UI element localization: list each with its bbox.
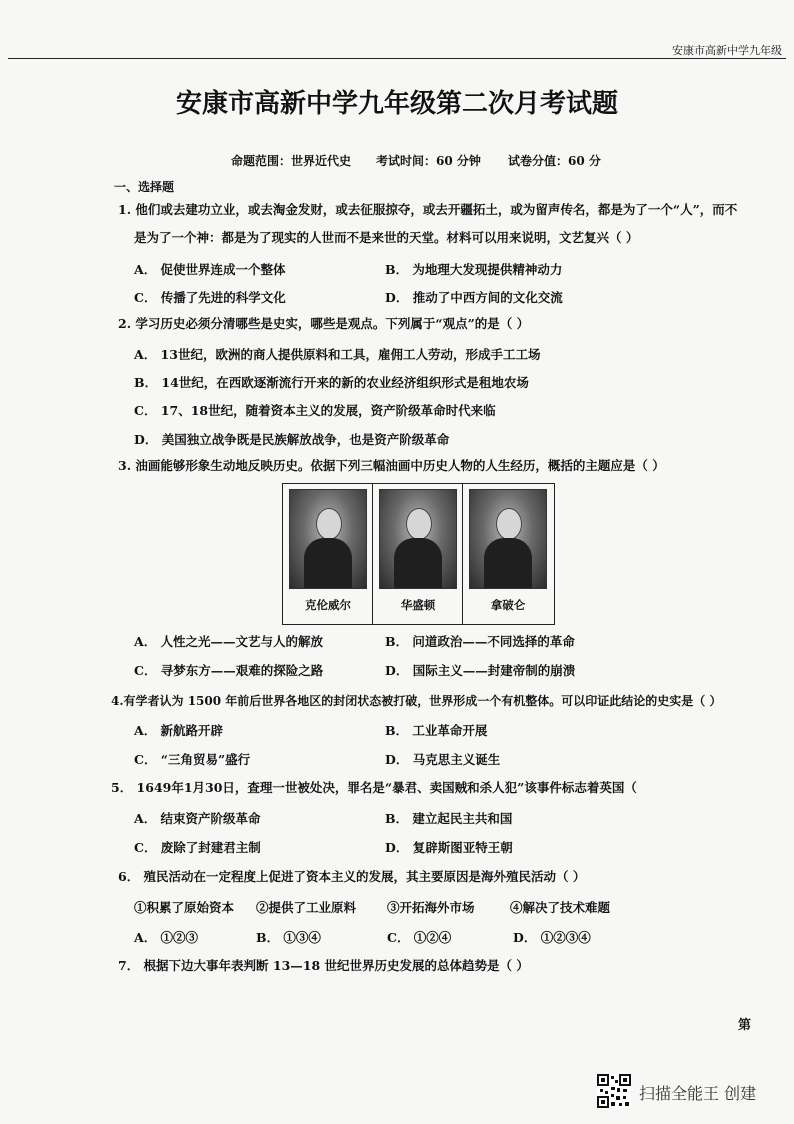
- painting-caption: 拿破仑: [490, 598, 526, 612]
- exam-time: 考试时间：60 分钟: [376, 154, 481, 168]
- q6-statement-1: ①积累了原始资本: [134, 900, 235, 915]
- q1-stem-line2: 是为了一个神：都是为了现实的人世而不是来世的天堂。材料可以用来说明，文艺复兴（ ）: [134, 230, 639, 245]
- q6-option-a[interactable]: A． ①②③: [134, 930, 199, 945]
- portrait-image: [289, 489, 367, 589]
- q1-option-c[interactable]: C． 传播了先进的科学文化: [134, 290, 286, 305]
- q5-option-b[interactable]: B． 建立起民主共和国: [385, 811, 513, 826]
- q1-stem-line1: 1. 他们或去建功立业，或去淘金发财，或去征服掠夺，或去开疆拓土，或为留声传名，都是为了一个“人”，而不: [118, 202, 738, 217]
- q5-option-d[interactable]: D． 复辟斯图亚特王朝: [385, 840, 513, 855]
- q4-stem: 4.有学者认为 1500 年前后世界各地区的封闭状态被打破，世界形成一个有机整体。可以印证此结论的史实是（ ）: [111, 694, 722, 708]
- q5-option-c[interactable]: C． 废除了封建君主制: [134, 840, 261, 855]
- q6-stem: 6． 殖民活动在一定程度上促进了资本主义的发展，其主要原因是海外殖民活动（ ）: [118, 869, 586, 884]
- q2-option-c[interactable]: C． 17、18世纪，随着资本主义的发展，资产阶级革命时代来临: [134, 403, 496, 418]
- header-divider: [8, 58, 786, 59]
- q5-stem: 5． 1649年1月30日，查理一世被处决，罪名是“暴君、卖国贼和杀人犯”该事件标志着英国（: [111, 780, 637, 795]
- q2-stem: 2. 学习历史必须分清哪些是史实，哪些是观点。下列属于“观点”的是（ ）: [118, 316, 530, 331]
- q5-option-a[interactable]: A． 结束资产阶级革命: [134, 811, 261, 826]
- q3-option-a[interactable]: A． 人性之光——文艺与人的解放: [134, 634, 324, 649]
- q1-option-b[interactable]: B． 为地理大发现提供精神动力: [385, 262, 563, 277]
- exam-scope: 命题范围：世界近代史: [231, 154, 352, 168]
- q4-option-c[interactable]: C． “三角贸易”盛行: [134, 752, 251, 767]
- q6-option-d[interactable]: D． ①②③④: [513, 930, 591, 945]
- painting-caption: 华盛顿: [400, 598, 436, 612]
- page-number-mark: 第: [738, 1018, 752, 1033]
- q6-option-b[interactable]: B． ①③④: [256, 930, 321, 945]
- q3-paintings-table: [282, 483, 555, 625]
- q6-statement-4: ④解决了技术难题: [510, 900, 611, 915]
- q3-stem: 3. 油画能够形象生动地反映历史。依据下列三幅油画中历史人物的人生经历，概括的主题应是（ ）: [118, 458, 665, 473]
- section-heading-choice: 一、选择题: [114, 180, 175, 194]
- q6-statement-3: ③开拓海外市场: [387, 900, 475, 915]
- q2-option-a[interactable]: A． 13世纪，欧洲的商人提供原料和工具，雇佣工人劳动，形成手工工场: [134, 347, 541, 362]
- q4-option-a[interactable]: A． 新航路开辟: [134, 723, 224, 738]
- q3-option-b[interactable]: B． 问道政治——不同选择的革命: [385, 634, 575, 649]
- q4-option-b[interactable]: B． 工业革命开展: [385, 723, 488, 738]
- q6-statement-2: ②提供了工业原料: [256, 900, 357, 915]
- q3-option-d[interactable]: D． 国际主义——封建帝制的崩溃: [385, 663, 576, 678]
- q1-option-d[interactable]: D． 推动了中西方间的文化交流: [385, 290, 563, 305]
- portrait-image: [469, 489, 547, 589]
- q1-option-a[interactable]: A． 促使世界连成一个整体: [134, 262, 286, 277]
- q3-option-c[interactable]: C． 寻梦东方——艰难的探险之路: [134, 663, 324, 678]
- q7-stem: 7． 根据下边大事年表判断 13—18 世纪世界历史发展的总体趋势是（ ）: [118, 958, 529, 973]
- painting-cromwell: [283, 484, 373, 624]
- painting-washington: [373, 484, 463, 624]
- painting-napoleon: [463, 484, 554, 624]
- q4-option-d[interactable]: D． 马克思主义诞生: [385, 752, 501, 767]
- painting-caption: 克伦威尔: [305, 598, 351, 612]
- portrait-image: [379, 489, 457, 589]
- qr-code-icon: [597, 1074, 631, 1108]
- q6-option-c[interactable]: C． ①②④: [387, 930, 452, 945]
- header-school-tag: 安康市高新中学九年级: [672, 44, 782, 57]
- exam-score: 试卷分值：60 分: [508, 154, 601, 168]
- scanner-watermark: 扫描全能王 创建: [639, 1084, 757, 1103]
- q2-option-b[interactable]: B． 14世纪，在西欧逐渐流行开来的新的农业经济组织形式是租地农场: [134, 375, 529, 390]
- q2-option-d[interactable]: D． 美国独立战争既是民族解放战争，也是资产阶级革命: [134, 432, 450, 447]
- page-title: 安康市高新中学九年级第二次月考试题: [175, 89, 618, 119]
